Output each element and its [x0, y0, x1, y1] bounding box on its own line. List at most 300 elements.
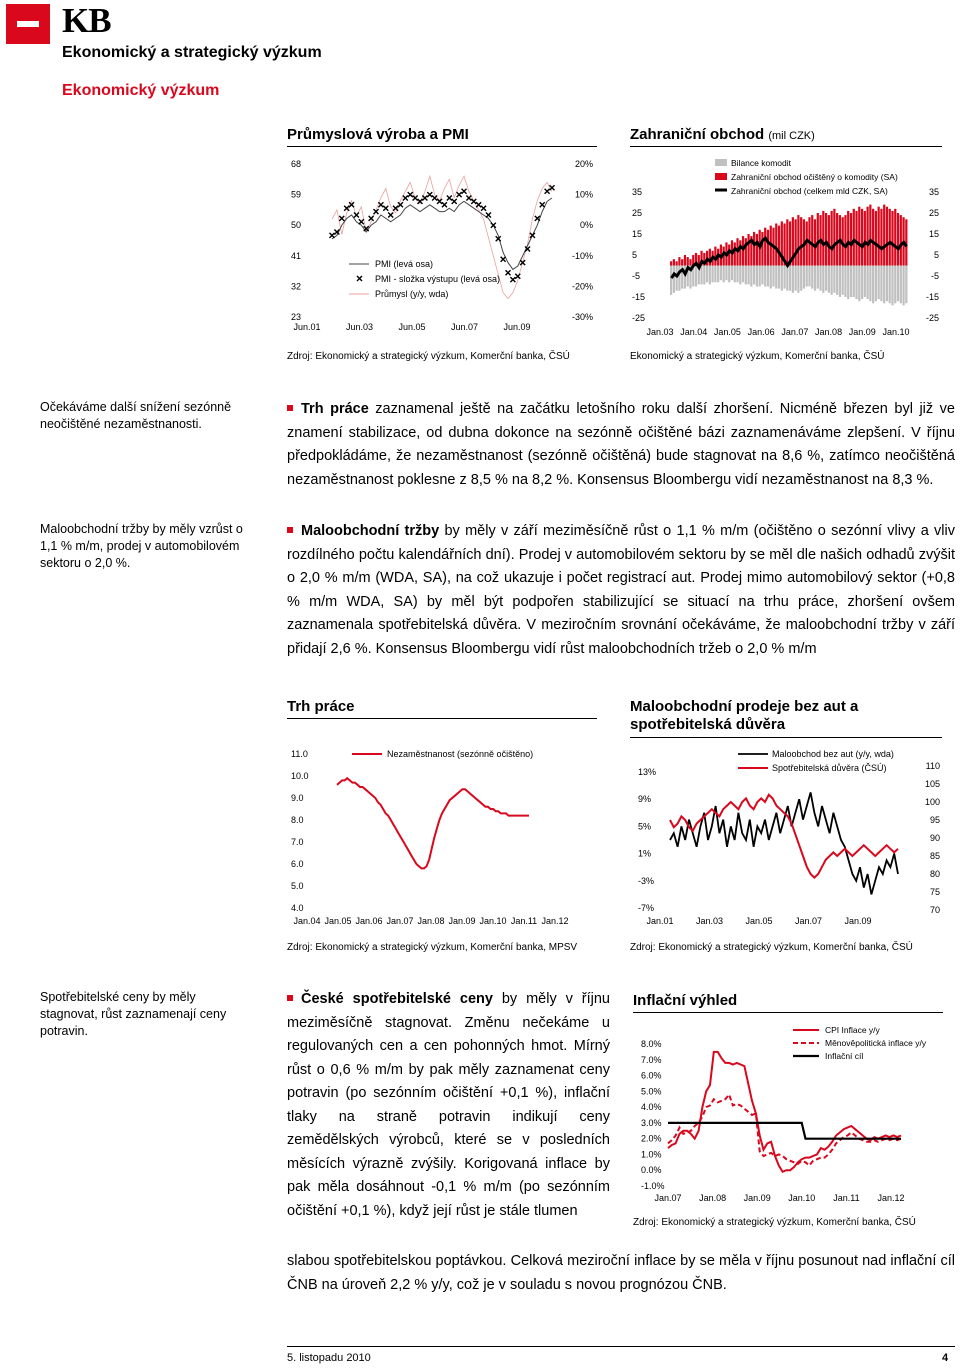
c2-left-tick-3: 5: [632, 250, 638, 260]
c4-left-tick-1: 9%: [638, 794, 652, 805]
c2-right-tick-3: 5: [933, 250, 939, 260]
c2-balance-bar: [847, 266, 849, 300]
c4-left-tick-4: -3%: [638, 875, 655, 886]
c1-right-tick-5: -30%: [571, 312, 593, 322]
c1-pmi-output-marker: [437, 199, 442, 204]
c2-left-tick-2: 15: [632, 229, 643, 239]
c1-pmi-output-marker: [530, 233, 535, 238]
sidebar-note-retail: Maloobchodní tržby by měly vzrůst o 1,1 % m/m, prodej v automobilovém sektoru o 2,0 %.: [40, 522, 243, 570]
kb-logo-text: KB: [62, 1, 111, 40]
c5-tick-1: 7.0%: [641, 1054, 662, 1065]
c1-x-tick-2: Jun.05: [398, 322, 426, 332]
c2-balance-bar: [864, 266, 866, 298]
c2-balance-bar: [825, 266, 827, 291]
c2-adjusted-bar: [822, 211, 824, 266]
c2-balance-bar: [850, 266, 852, 298]
chart4-source: Zdroj: Ekonomický a strategický výzkum, Komerční banka, ČSÚ: [630, 942, 913, 953]
paragraph-labor-market: Trh práce zaznamenal ještě na začátku letošního roku další zhoršení. Nicméně březen byl již ve znamení stabilizace, od dubna dokonce na sezónně očištěné bázi zaznamenáváme zlepšení. V říjnu předpokládáme, že nezaměstnanost (sezónně očištěná) bude stagnovat na 8,6 %, zatímco neočištěná nezaměstnanost poklesne z 8,5 % na 8,2 %. Konsensus Bloombergu vidí nezaměstnanost na 8,3 %.: [287, 401, 955, 488]
c1-x-tick-1: Jun.03: [345, 322, 374, 332]
c2-balance-bar: [676, 266, 678, 291]
chart2-source: Ekonomický a strategický výzkum, Komerční banka, ČSÚ: [630, 351, 885, 362]
c5-target-line: [668, 1123, 901, 1139]
c3-x-tick-7: Jan.11: [510, 916, 538, 926]
c3-x-tick-1: Jan.05: [324, 916, 352, 926]
c2-adjusted-bar: [795, 219, 797, 265]
c2-balance-bar: [753, 266, 755, 285]
c4-legend-1: Spotřebitelská důvěra (ČSÚ): [772, 763, 887, 773]
c2-adjusted-bar: [800, 217, 802, 265]
c1-pmi-output-marker: [442, 202, 447, 207]
c5-x-tick-5: Jan.12: [877, 1193, 905, 1203]
c4-right-tick-4: 90: [929, 833, 940, 843]
c2-adjusted-bar: [831, 211, 833, 266]
c2-balance-bar: [728, 266, 730, 283]
c2-balance-bar: [872, 266, 874, 304]
c2-balance-bar: [900, 266, 902, 304]
chart3-unemployment: [287, 742, 597, 932]
c2-balance-bar: [700, 266, 702, 285]
c4-left-tick-2: 5%: [638, 821, 652, 832]
sidebar-note-prices: Spotřebitelské ceny by měly stagnovat, růst zaznamenají ceny potravin.: [40, 990, 227, 1038]
c2-balance-bar: [814, 266, 816, 291]
c2-adjusted-bar: [681, 259, 683, 265]
c2-balance-bar: [786, 266, 788, 291]
c2-balance-bar: [731, 266, 733, 281]
chart1-title: Průmyslová výroba a PMI: [287, 126, 597, 147]
c2-adjusted-bar: [687, 257, 689, 265]
c4-x-tick-3: Jan.07: [794, 916, 823, 926]
c1-pmi-output-marker: [413, 196, 418, 201]
c3-legend-0: Nezaměstnanost (sezónně očištěno): [387, 749, 534, 759]
c1-right-tick-3: -10%: [571, 250, 593, 261]
c2-balance-bar: [709, 266, 711, 285]
c2-adjusted-bar: [836, 213, 838, 266]
c4-right-tick-2: 100: [924, 797, 940, 807]
c2-balance-bar: [778, 266, 780, 289]
c2-left-tick-6: -25: [632, 313, 646, 323]
c1-right-tick-2: 0%: [579, 220, 593, 231]
c4-x-tick-2: Jan.05: [745, 916, 773, 926]
c2-balance-bar: [750, 266, 752, 287]
c2-balance-bar: [795, 266, 797, 291]
c2-balance-bar: [747, 266, 749, 285]
c4-confidence-line: [670, 795, 898, 878]
c2-adjusted-bar: [742, 236, 744, 265]
c2-adjusted-bar: [878, 207, 880, 266]
c2-adjusted-bar: [886, 207, 888, 266]
c2-balance-bar: [678, 266, 680, 291]
c2-adjusted-bar: [894, 209, 896, 266]
c1-pmi-output-marker: [491, 223, 496, 228]
c1-x-tick-4: Jun.09: [503, 322, 531, 332]
c2-balance-bar: [886, 266, 888, 302]
c2-adjusted-bar: [689, 259, 691, 265]
c2-balance-bar: [759, 266, 761, 287]
c3-x-tick-4: Jan.08: [417, 916, 445, 926]
c1-right-tick-4: -20%: [571, 281, 593, 292]
sidebar-note-unemployment: Očekáváme další snížení sezónně neočištěné nezaměstnanosti.: [40, 400, 232, 431]
c2-balance-bar: [902, 266, 904, 306]
c2-balance-bar: [878, 266, 880, 300]
c4-right-tick-3: 95: [929, 815, 940, 825]
c2-balance-bar: [720, 266, 722, 281]
c2-adjusted-bar: [767, 230, 769, 266]
c1-pmi-output-marker: [432, 196, 437, 201]
c2-balance-bar: [781, 266, 783, 291]
c2-right-tick-0: 35: [928, 187, 939, 197]
c1-x-tick-3: Jun.07: [450, 322, 479, 332]
c1-pmi-output-marker: [535, 216, 540, 221]
c2-adjusted-bar: [676, 261, 678, 265]
c2-balance-bar: [725, 266, 727, 281]
c2-balance-bar: [819, 266, 821, 291]
chart1-industry-pmi: [287, 152, 597, 342]
c2-balance-bar: [703, 266, 705, 285]
paragraph-retail: Maloobchodní tržby by měly v září meziměsíčně růst o 1,1 % m/m (očištěno o sezónní vlivy a vliv rozdílného počtu kalendářních dní). Prodej v automobilovém sektoru by se měl dle našich odhadů zvýšit o 2,0 % m/m (WDA, SA), na což ukazuje i počet registrací aut. Prodej mimo automobilový sektor (+0,8 % m/m WDA, SA) by měl být podpořen stabilizující se situací na trhu práce, zhoršení ovšem zaznamenala spotřebitelská důvěra. V meziročním srovnání očekáváme, že maloobchodní tržby v září přidají 2,6 %. Konsensus Bloombergu vidí růst maloobchodních tržeb o 2,0 % m/m: [287, 523, 956, 657]
c2-right-tick-4: -5: [930, 271, 939, 281]
c1-pmi-output-marker: [383, 206, 388, 211]
c2-balance-bar: [831, 266, 833, 295]
c2-x-tick-6: Jan.09: [848, 327, 876, 337]
c2-balance-bar: [797, 266, 799, 293]
c2-adjusted-bar: [844, 215, 846, 265]
c2-balance-bar: [673, 266, 675, 293]
c5-tick-6: 2.0%: [641, 1133, 662, 1144]
c1-left-tick-0: 68: [291, 159, 302, 169]
c2-adjusted-bar: [858, 207, 860, 266]
c1-legend-1: PMI - složka výstupu (levá osa): [375, 274, 501, 284]
c2-right-tick-6: -25: [925, 313, 939, 323]
c4-x-tick-0: Jan.01: [646, 916, 674, 926]
chart3-source: Zdroj: Ekonomický a strategický výzkum, Komerční banka, MPSV: [287, 942, 578, 953]
c2-adjusted-bar: [897, 213, 899, 266]
chart2-title: Zahraniční obchod (mil CZK): [630, 126, 942, 147]
c1-right-tick-0: 20%: [574, 159, 593, 169]
c2-balance-bar: [891, 266, 893, 306]
c3-x-tick-3: Jan.07: [386, 916, 414, 926]
c2-balance-bar: [739, 266, 741, 285]
c1-pmi-output-marker: [476, 202, 481, 207]
c2-balance-bar: [875, 266, 877, 302]
c5-cpi-line: [668, 1052, 901, 1172]
c1-pmi-output-marker: [452, 199, 457, 204]
c2-x-tick-0: Jan.03: [646, 327, 674, 337]
c1-pmi-output-marker: [339, 216, 344, 221]
c2-balance-bar: [712, 266, 714, 283]
c4-right-tick-7: 75: [929, 887, 940, 897]
c2-adjusted-bar: [786, 219, 788, 265]
c2-adjusted-bar: [847, 211, 849, 266]
chart3-title: Trh práce: [287, 698, 597, 719]
c2-balance-bar: [828, 266, 830, 293]
c2-balance-bar: [734, 266, 736, 283]
c2-balance-bar: [772, 266, 774, 287]
c1-pmi-output-marker: [422, 196, 427, 201]
c1-x-tick-0: Jun.01: [293, 322, 321, 332]
c2-adjusted-bar: [855, 211, 857, 266]
chart2-foreign-trade: [630, 152, 942, 342]
c4-x-tick-1: Jan.03: [695, 916, 724, 926]
c1-pmi-output-marker: [447, 196, 452, 201]
paragraph-prices: České spotřebitelské ceny by měly v říjnu meziměsíčně stagnovat. Změnu nečekáme u regulovaných cen a cen pohonných hmot. Mírný růst o 0,6 % m/m by pak měly zaznamenat ceny potravin (po sezónním očištění +0,1 %), inflační tlaky na straně potravin indikují ceny zemědělských výrobců, které se v posledních měsících výrazně zvýšily. Korigovaná inflace by pak měla dosáhnout -0,1 % m/m (po sezónním očištění +0,1 %), když její růst je stále tlumen: [287, 991, 610, 1219]
c4-left-tick-3: 1%: [638, 848, 652, 859]
c2-balance-bar: [767, 266, 769, 287]
c2-left-tick-1: 25: [632, 208, 643, 218]
c2-adjusted-bar: [761, 232, 763, 266]
c5-x-tick-2: Jan.09: [743, 1193, 771, 1203]
c2-adjusted-bar: [678, 257, 680, 265]
c1-pmi-output-marker: [471, 199, 476, 204]
c5-tick-2: 6.0%: [641, 1070, 662, 1081]
c2-balance-bar: [836, 266, 838, 295]
c5-x-tick-4: Jan.11: [833, 1193, 860, 1203]
c2-right-tick-5: -15: [925, 292, 939, 302]
c5-tick-4: 4.0%: [641, 1102, 662, 1113]
c1-left-tick-2: 50: [291, 220, 302, 231]
c2-adjusted-bar: [853, 209, 855, 266]
c2-balance-bar: [883, 266, 885, 304]
c2-legend-0: Bilance komodit: [731, 158, 792, 168]
c2-adjusted-bar: [739, 240, 741, 265]
c2-balance-bar: [714, 266, 716, 283]
c2-right-tick-2: 15: [928, 229, 939, 239]
section-title: Ekonomický výzkum: [62, 82, 220, 99]
c3-tick-6: 5.0: [291, 881, 304, 891]
c2-legend-swatch-1: [715, 173, 727, 180]
c2-x-tick-5: Jan.08: [815, 327, 843, 337]
c2-adjusted-bar: [670, 261, 672, 265]
c2-adjusted-bar: [747, 234, 749, 266]
c2-balance-bar: [861, 266, 863, 300]
chart4-retail-confidence: [630, 742, 942, 932]
c1-pmi-output-marker: [481, 206, 486, 211]
c5-x-tick-3: Jan.10: [788, 1193, 816, 1203]
c1-pmi-output-marker: [545, 189, 550, 194]
c2-balance-bar: [684, 266, 686, 289]
c2-balance-bar: [855, 266, 857, 300]
c2-balance-bar: [897, 266, 899, 302]
c2-balance-bar: [706, 266, 708, 283]
c2-x-tick-3: Jan.06: [747, 327, 775, 337]
c2-right-tick-1: 25: [928, 208, 939, 218]
c2-balance-bar: [770, 266, 772, 289]
c1-pmi-output-marker: [408, 192, 413, 197]
c4-left-tick-0: 13%: [638, 767, 657, 777]
c2-adjusted-bar: [828, 215, 830, 265]
chart4-title: Maloobchodní prodeje bez aut a spotřebitelská důvěra: [630, 698, 942, 738]
paragraph-prices-end: slabou spotřebitelskou poptávkou. Celková meziroční inflace by se měla v říjnu posunout nad inflační cíl ČNB na úroveň 2,2 % y/y, což je v souladu s novou prognózou ČNB.: [287, 1253, 955, 1293]
c2-balance-bar: [853, 266, 855, 298]
chart1-source: Zdroj: Ekonomický a strategický výzkum, Komerční banka, ČSÚ: [287, 351, 570, 362]
c1-pmi-output-marker: [540, 202, 545, 207]
c2-balance-bar: [880, 266, 882, 302]
c5-legend-2: Inflační cíl: [825, 1051, 864, 1061]
c5-x-tick-1: Jan.08: [699, 1193, 727, 1203]
c5-tick-7: 1.0%: [641, 1149, 662, 1160]
c2-x-tick-1: Jan.04: [680, 327, 708, 337]
c5-legend-1: Měnověpolitická inflace y/y: [825, 1038, 927, 1048]
c2-adjusted-bar: [869, 205, 871, 266]
c5-tick-8: 0.0%: [641, 1165, 662, 1176]
c2-balance-bar: [670, 266, 672, 295]
chart5-source: Zdroj: Ekonomický a strategický výzkum, Komerční banka, ČSÚ: [633, 1217, 916, 1228]
c1-pmi-output-marker: [515, 274, 520, 279]
c2-balance-bar: [894, 266, 896, 304]
c2-balance-bar: [756, 266, 758, 287]
c2-adjusted-bar: [891, 211, 893, 266]
c2-adjusted-bar: [889, 209, 891, 266]
c2-legend-1: Zahraniční obchod očištěný o komodity (SA): [731, 172, 898, 182]
c2-balance-bar: [811, 266, 813, 289]
c5-tick-0: 8.0%: [641, 1039, 662, 1049]
c4-right-tick-0: 110: [925, 761, 940, 771]
c4-right-tick-1: 105: [924, 779, 940, 789]
c1-legend-swatch-1: [357, 276, 362, 281]
c4-right-tick-5: 85: [929, 851, 940, 861]
c2-balance-bar: [761, 266, 763, 285]
c2-adjusted-bar: [880, 209, 882, 266]
c1-left-tick-5: 23: [291, 312, 302, 322]
c2-adjusted-bar: [814, 219, 816, 265]
c1-pmi-output-marker: [359, 219, 364, 224]
c1-legend-2: Průmysl (y/y, wda): [375, 289, 449, 299]
c2-adjusted-bar: [864, 211, 866, 266]
c2-legend-2: Zahraniční obchod (celkem mld CZK, SA): [731, 186, 888, 196]
c4-legend-0: Maloobchod bez aut (y/y, wda): [772, 749, 894, 759]
c2-balance-bar: [800, 266, 802, 291]
c1-left-tick-1: 59: [291, 189, 302, 200]
c2-balance-bar: [833, 266, 835, 293]
c5-legend-0: CPI Inflace y/y: [825, 1025, 880, 1035]
c5-tick-5: 3.0%: [641, 1117, 662, 1128]
c2-balance-bar: [844, 266, 846, 298]
c1-pmi-output-marker: [466, 196, 471, 201]
c1-legend-0: PMI (levá osa): [375, 259, 434, 269]
c3-tick-2: 9.0: [291, 793, 304, 803]
c3-x-tick-8: Jan.12: [541, 916, 569, 926]
c3-tick-4: 7.0: [291, 837, 304, 847]
footer-rule: [287, 1346, 955, 1347]
c2-adjusted-bar: [811, 215, 813, 265]
c2-adjusted-bar: [872, 209, 874, 266]
c1-pmi-output-marker: [330, 233, 335, 238]
c3-tick-0: 11.0: [291, 749, 308, 759]
c2-balance-bar: [695, 266, 697, 287]
c2-balance-bar: [808, 266, 810, 287]
c2-adjusted-bar: [797, 215, 799, 265]
c2-balance-bar: [775, 266, 777, 289]
chart5-title: Inflační výhled: [633, 992, 943, 1013]
c1-pmi-output-marker: [427, 192, 432, 197]
c1-pmi-output-marker: [378, 202, 383, 207]
c4-right-tick-8: 70: [929, 905, 940, 915]
kb-logo-mark: [6, 4, 50, 44]
c2-adjusted-bar: [775, 224, 777, 266]
c4-left-tick-5: -7%: [638, 903, 655, 913]
c1-pmi-output-marker: [506, 270, 511, 275]
c1-pmi-output-marker: [403, 196, 408, 201]
c1-pmi-line: [332, 198, 552, 269]
c2-balance-bar: [842, 266, 844, 295]
c2-adjusted-bar: [734, 242, 736, 265]
c3-x-tick-0: Jan.04: [293, 916, 321, 926]
c2-x-tick-4: Jan.07: [781, 327, 809, 337]
c2-balance-bar: [717, 266, 719, 283]
c1-pmi-output-marker: [462, 189, 467, 194]
c2-balance-bar: [839, 266, 841, 298]
c1-left-tick-4: 32: [291, 281, 302, 292]
c2-balance-bar: [723, 266, 725, 283]
c2-adjusted-bar: [850, 213, 852, 266]
c2-adjusted-bar: [875, 211, 877, 266]
c2-balance-bar: [905, 266, 907, 304]
c2-adjusted-bar: [883, 205, 885, 266]
c2-adjusted-bar: [825, 213, 827, 266]
c2-adjusted-bar: [673, 259, 675, 265]
department-title: Ekonomický a strategický výzkum: [62, 44, 322, 61]
c5-x-tick-0: Jan.07: [654, 1193, 682, 1203]
c2-balance-bar: [783, 266, 785, 289]
c2-balance-bar: [792, 266, 794, 293]
c2-balance-bar: [889, 266, 891, 304]
c2-balance-bar: [745, 266, 747, 285]
c2-left-tick-0: 35: [632, 187, 643, 197]
c2-legend-swatch-0: [715, 159, 727, 166]
c2-adjusted-bar: [866, 207, 868, 266]
c2-adjusted-bar: [817, 213, 819, 266]
footer-date: 5. listopadu 2010: [287, 1352, 371, 1364]
c2-adjusted-bar: [753, 232, 755, 266]
c2-adjusted-bar: [756, 234, 758, 266]
c3-tick-3: 8.0: [291, 815, 304, 825]
c2-x-tick-7: Jan.10: [882, 327, 910, 337]
c1-left-tick-3: 41: [291, 250, 302, 261]
c2-adjusted-bar: [684, 255, 686, 266]
c4-retail-line: [670, 792, 898, 894]
c2-balance-bar: [866, 266, 868, 300]
c2-adjusted-bar: [764, 228, 766, 266]
c3-x-tick-5: Jan.09: [448, 916, 476, 926]
c1-pmi-output-marker: [510, 277, 515, 282]
chart5-inflation: [633, 1020, 943, 1210]
c2-adjusted-bar: [778, 226, 780, 266]
c3-tick-1: 10.0: [291, 771, 309, 781]
c2-adjusted-bar: [833, 209, 835, 266]
c2-left-tick-5: -15: [632, 292, 646, 302]
c1-right-tick-1: 10%: [574, 189, 593, 200]
c2-balance-bar: [789, 266, 791, 291]
c2-left-tick-4: -5: [632, 271, 641, 281]
footer-page-number: 4: [942, 1352, 949, 1364]
c2-balance-bar: [764, 266, 766, 287]
c3-x-tick-6: Jan.10: [479, 916, 507, 926]
c3-x-tick-2: Jan.06: [355, 916, 383, 926]
c2-balance-bar: [869, 266, 871, 302]
c2-balance-bar: [736, 266, 738, 283]
c3-tick-5: 6.0: [291, 859, 304, 869]
c2-adjusted-bar: [861, 209, 863, 266]
c2-balance-bar: [742, 266, 744, 283]
c1-pmi-output-marker: [486, 213, 491, 218]
c2-balance-bar: [803, 266, 805, 289]
c1-pmi-output-marker: [457, 192, 462, 197]
c2-balance-bar: [822, 266, 824, 293]
c4-x-tick-4: Jan.09: [844, 916, 872, 926]
c5-tick-3: 5.0%: [641, 1086, 662, 1097]
c2-adjusted-bar: [900, 215, 902, 265]
c2-balance-bar: [817, 266, 819, 289]
c2-balance-bar: [806, 266, 808, 287]
